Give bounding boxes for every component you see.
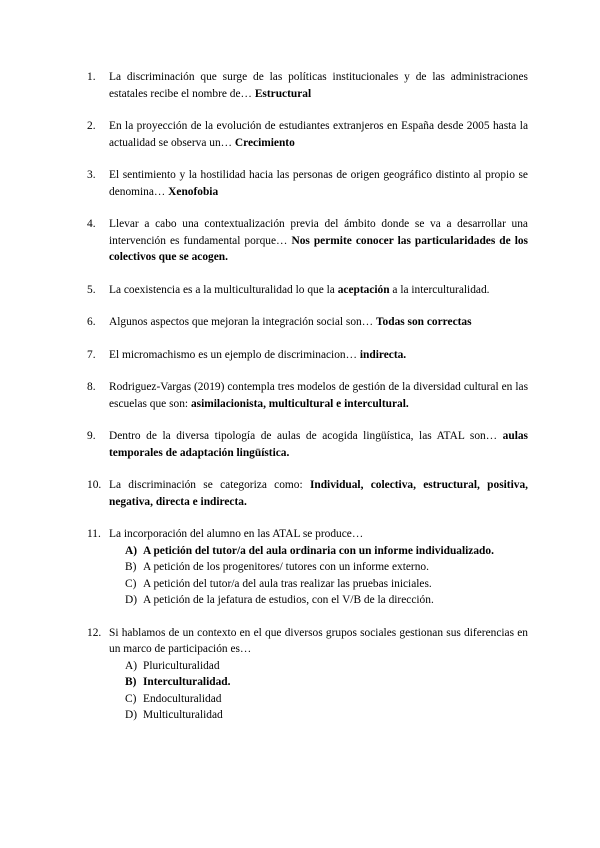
question-item — [88, 379, 528, 412]
question-item — [88, 216, 528, 266]
question-text: La incorporación del alumno en las ATAL se produce… — [109, 528, 364, 540]
question-text: Algunos aspectos que mejoran la integración social son… Todas son correctas — [109, 316, 472, 328]
question-item — [88, 625, 528, 724]
question-text: El sentimiento y la hostilidad hacia las personas de origen geográfico distinto al propio se denomina… Xenofobia — [109, 169, 528, 198]
answer-text: aceptación — [337, 283, 390, 296]
option-letter: C) — [125, 577, 137, 590]
question-number: 9. — [87, 430, 96, 442]
question-text: Rodriguez-Vargas (2019) contempla tres modelos de gestión de la diversidad cultural en las escuelas que son: asimilacionista, multicultural e intercultural. — [109, 381, 528, 410]
answer-text: asimilacionista, multicultural e intercultural. — [190, 397, 409, 410]
option-item — [125, 691, 528, 708]
question-number: 8. — [87, 381, 96, 393]
question-number: 5. — [87, 283, 96, 296]
option-letter: B) — [125, 676, 137, 688]
option-item — [125, 592, 528, 609]
option-item — [125, 658, 528, 675]
option-letter: D) — [125, 709, 138, 721]
question-list — [88, 69, 528, 740]
answer-text: Xenofobia — [168, 185, 219, 198]
question-text: La coexistencia es a la multiculturalidad lo que la aceptación a la interculturalidad. — [109, 283, 490, 296]
option-item — [125, 707, 528, 724]
option-text: A petición del tutor/a del aula tras realizar las pruebas iniciales. — [143, 577, 432, 590]
options-list — [125, 543, 528, 609]
question-number: 4. — [87, 218, 96, 230]
option-letter: A) — [125, 659, 138, 672]
question-number: 3. — [87, 169, 96, 181]
question-number: 1. — [87, 71, 96, 83]
option-text: Multiculturalidad — [143, 709, 223, 721]
option-item — [125, 576, 528, 593]
option-text: Endoculturalidad — [143, 692, 222, 705]
option-item-correct — [125, 674, 528, 691]
option-item — [125, 559, 528, 576]
question-text: La discriminación que surge de las políticas institucionales y de las administraciones estatales recibe el nombre de… Estructural — [109, 71, 528, 100]
question-item — [88, 167, 528, 200]
question-number: 10. — [87, 479, 102, 491]
question-item — [88, 314, 528, 331]
question-item — [88, 282, 528, 299]
option-item-correct — [125, 543, 528, 560]
question-text: Si hablamos de un contexto en el que diversos grupos sociales gestionan sus diferencias en un marco de participación es… — [109, 626, 528, 655]
option-text: A petición del tutor/a del aula ordinaria con un informe individualizado. — [143, 544, 494, 557]
question-text: Dentro de la diversa tipología de aulas de acogida lingüística, las ATAL son… aulas temporales de adaptación lingüística. — [109, 430, 528, 459]
answer-text: Crecimiento — [234, 136, 295, 149]
option-text: Pluriculturalidad — [143, 659, 220, 672]
answer-text: aulas temporales de adaptación lingüística. — [109, 430, 528, 459]
question-item — [88, 526, 528, 609]
options-list — [125, 658, 528, 724]
option-text: Interculturalidad. — [143, 676, 231, 688]
question-item — [88, 477, 528, 510]
question-item — [88, 428, 528, 461]
answer-text: Estructural — [254, 87, 312, 100]
option-text: A petición de la jefatura de estudios, con el V/B de la dirección. — [143, 594, 434, 606]
question-number: 2. — [87, 120, 96, 132]
answer-text: Todas son correctas — [375, 316, 472, 328]
question-text: La discriminación se categoriza como: Individual, colectiva, estructural, positiva, negativa, directa e indirecta. — [109, 479, 528, 508]
question-number: 6. — [87, 316, 96, 328]
question-number: 7. — [87, 348, 96, 361]
question-number: 11. — [87, 528, 101, 540]
answer-text: Individual, colectiva, estructural, positiva, negativa, directa e indirecta. — [109, 479, 528, 508]
question-text: Llevar a cabo una contextualización previa del ámbito donde se va a desarrollar una intervención es fundamental porque… Nos permite conocer las particularidades de los colectivos que se acogen. — [109, 218, 528, 263]
question-item — [88, 118, 528, 151]
question-item — [88, 69, 528, 102]
answer-text: indirecta. — [359, 348, 407, 361]
option-text: A petición de los progenitores/ tutores con un informe externo. — [143, 561, 429, 573]
question-item — [88, 347, 528, 364]
option-letter: C) — [125, 692, 137, 705]
question-number: 12. — [87, 626, 102, 639]
option-letter: A) — [125, 544, 138, 557]
option-letter: B) — [125, 561, 137, 573]
question-text: En la proyección de la evolución de estudiantes extranjeros en España desde 2005 hasta la actualidad se observa un… Crecimiento — [109, 120, 528, 149]
answer-text: Nos permite conocer las particularidades de los colectivos que se acogen. — [109, 234, 528, 263]
question-text: El micromachismo es un ejemplo de discriminacion… indirecta. — [109, 348, 407, 361]
option-letter: D) — [125, 594, 138, 606]
